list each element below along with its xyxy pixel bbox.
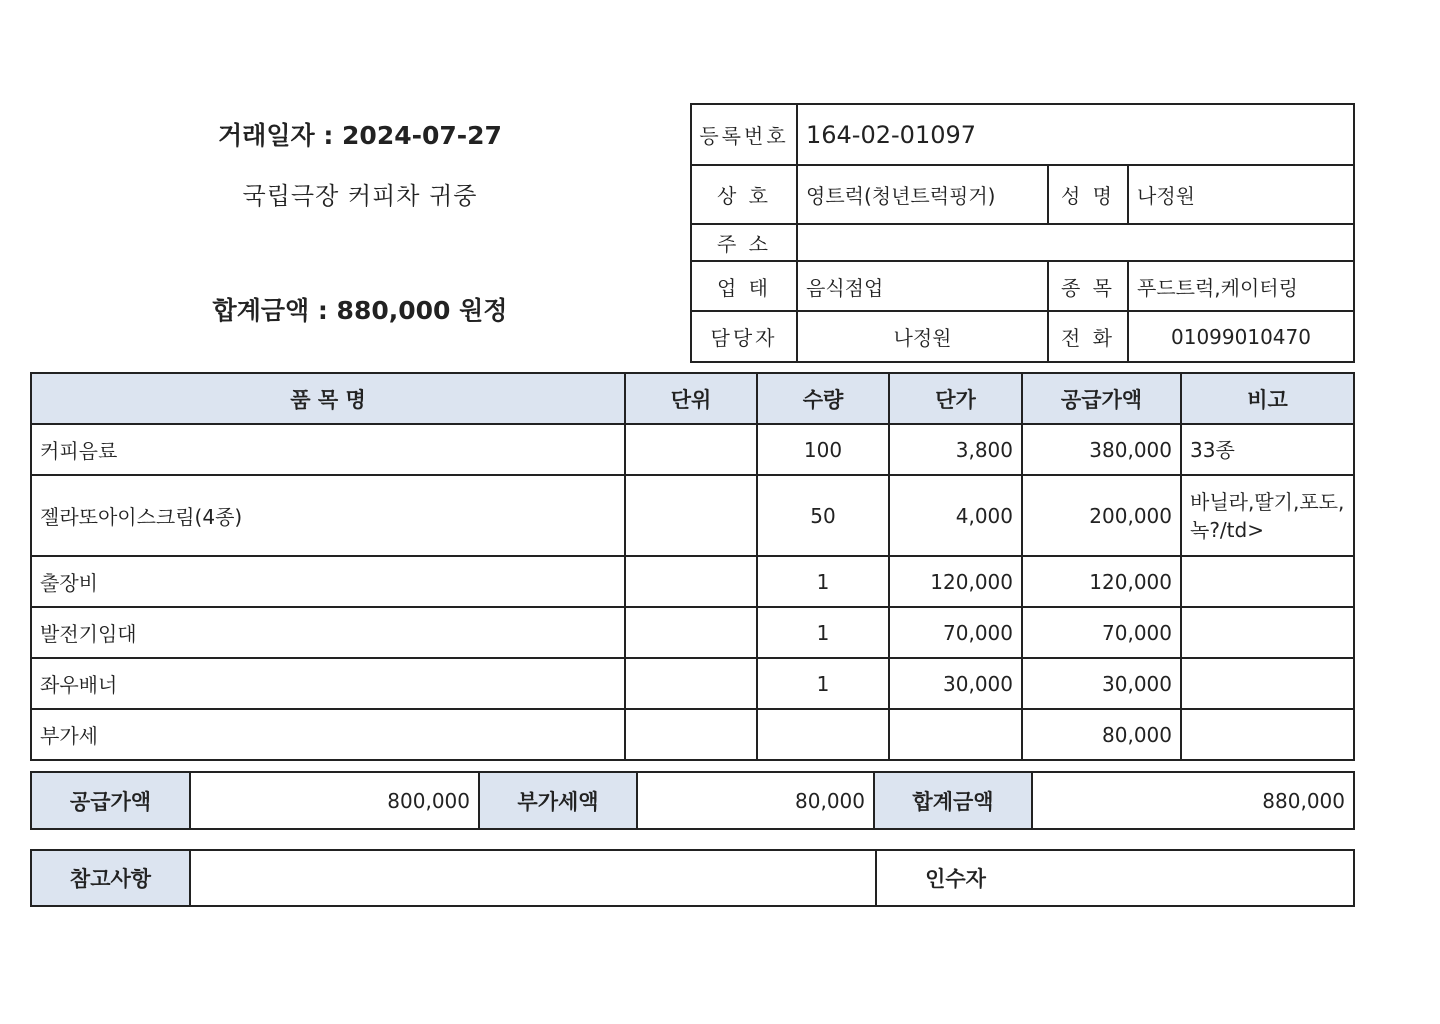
item-unit [625,709,757,760]
header-note: 비고 [1181,373,1354,424]
notes-table [30,849,1355,907]
owner-name-value: 나정원 [1128,165,1354,224]
item-note: 33종 [1181,424,1354,475]
item-name: 좌우배너 [31,658,625,709]
address-label: 주 소 [691,224,797,261]
table-row [31,607,1354,658]
item-unit-price: 70,000 [889,607,1022,658]
remarks-value [190,850,876,906]
reg-number-label: 등록번호 [691,104,797,165]
items-table [30,372,1355,761]
item-quantity: 1 [757,658,889,709]
business-category-label: 종 목 [1048,261,1128,311]
business-category-value: 푸드트럭,케이터링 [1128,261,1354,311]
remarks-label: 참고사항 [31,850,190,906]
grand-total-label: 합계금액 [874,772,1032,829]
owner-name-label: 성 명 [1048,165,1128,224]
item-unit [625,658,757,709]
item-note [1181,607,1354,658]
item-note [1181,709,1354,760]
manager-value: 나정원 [797,311,1048,362]
company-label: 상 호 [691,165,797,224]
item-unit [625,475,757,556]
table-row [31,424,1354,475]
item-supply-amount: 200,000 [1022,475,1181,556]
header-item-name: 품 목 명 [31,373,625,424]
company-value: 영트럭(청년트럭핑거) [797,165,1048,224]
header-unit: 단위 [625,373,757,424]
vat-total-label: 부가세액 [479,772,637,829]
item-quantity: 50 [757,475,889,556]
vat-total-value: 80,000 [637,772,874,829]
item-unit-price [889,709,1022,760]
manager-label: 담당자 [691,311,797,362]
item-quantity: 100 [757,424,889,475]
table-row [31,658,1354,709]
item-unit [625,424,757,475]
item-name: 커피음료 [31,424,625,475]
item-note [1181,658,1354,709]
receiver-value [1034,850,1354,906]
recipient: 국립극장 커피차 귀중 [242,182,478,210]
business-type-label: 업 태 [691,261,797,311]
items-header-row [31,373,1354,424]
supply-total-value: 800,000 [190,772,479,829]
item-name: 젤라또아이스크림(4종) [31,475,625,556]
table-row [31,556,1354,607]
item-quantity [757,709,889,760]
phone-value: 01099010470 [1128,311,1354,362]
item-supply-amount: 30,000 [1022,658,1181,709]
item-unit [625,607,757,658]
header-quantity: 수량 [757,373,889,424]
business-type-value: 음식점업 [797,261,1048,311]
item-supply-amount: 380,000 [1022,424,1181,475]
totals-table [30,771,1355,830]
item-unit-price: 3,800 [889,424,1022,475]
supplier-info-table [690,103,1355,363]
header-supply-amount: 공급가액 [1022,373,1181,424]
item-name: 발전기임대 [31,607,625,658]
item-unit-price: 120,000 [889,556,1022,607]
item-supply-amount: 80,000 [1022,709,1181,760]
address-value [797,224,1354,261]
item-note [1181,556,1354,607]
grand-total-value: 880,000 [1032,772,1354,829]
item-unit-price: 4,000 [889,475,1022,556]
reg-number-value: 164-02-01097 [797,104,1354,165]
item-note: 바닐라,딸기,포도,녹?/td> [1181,475,1354,556]
trade-date: 거래일자 : 2024-07-27 [218,121,502,150]
item-quantity: 1 [757,607,889,658]
receiver-label: 인수자 [876,850,1034,906]
item-name: 부가세 [31,709,625,760]
table-row [31,475,1354,556]
phone-label: 전 화 [1048,311,1128,362]
item-supply-amount: 120,000 [1022,556,1181,607]
header-unit-price: 단가 [889,373,1022,424]
item-name: 출장비 [31,556,625,607]
table-row [31,709,1354,760]
item-unit-price: 30,000 [889,658,1022,709]
total-amount-heading: 합계금액 : 880,000 원정 [212,296,508,325]
supply-total-label: 공급가액 [31,772,190,829]
item-supply-amount: 70,000 [1022,607,1181,658]
item-quantity: 1 [757,556,889,607]
item-unit [625,556,757,607]
